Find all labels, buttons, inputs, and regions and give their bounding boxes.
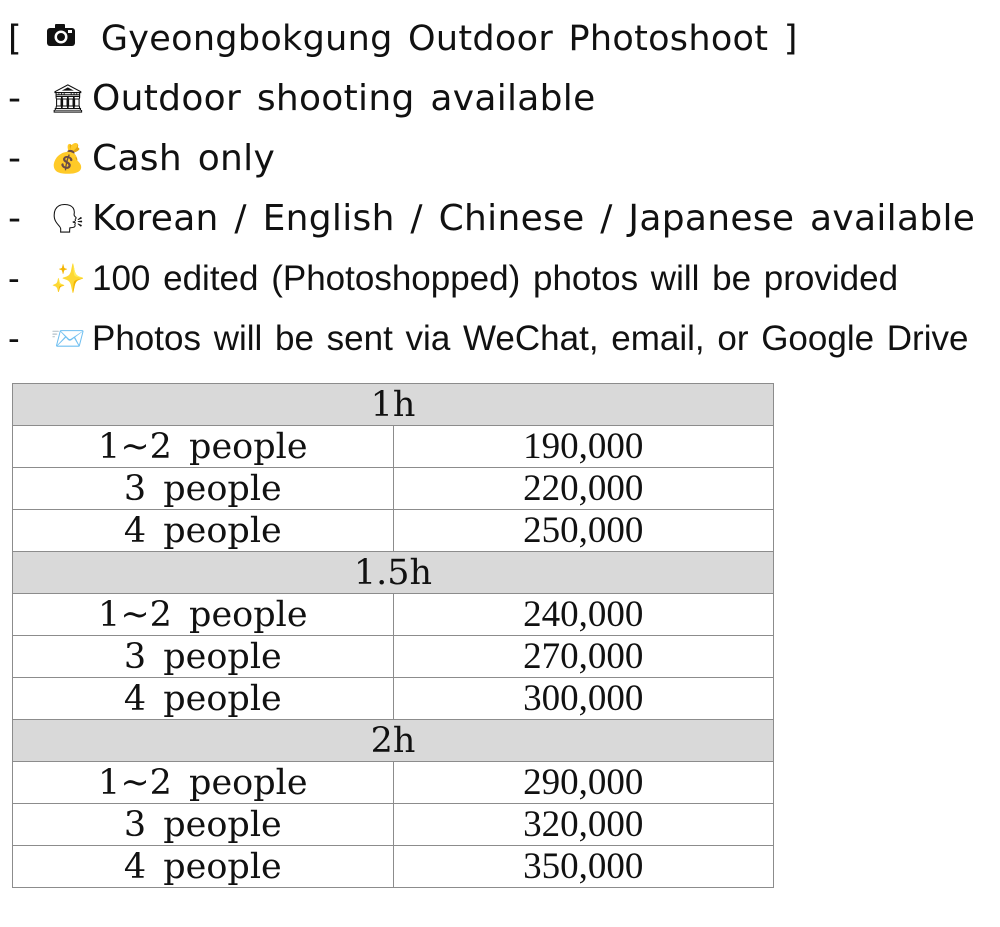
people-cell: 3 people (13, 636, 394, 678)
people-cell: 4 people (13, 846, 394, 888)
feature-text: Korean / English / Chinese / Japanese available (92, 198, 976, 239)
people-cell: 1~2 people (13, 762, 394, 804)
price-cell: 290,000 (393, 762, 773, 804)
feature-text: Photos will be sent via WeChat, email, or Google Drive (92, 319, 969, 358)
feature-text: Outdoor shooting available (92, 78, 596, 119)
price-cell: 300,000 (393, 678, 773, 720)
price-table-body (13, 384, 774, 888)
feature-dash: - (8, 259, 20, 298)
feature-item (8, 250, 993, 310)
info-block (8, 10, 993, 370)
duration-label: 1.5h (13, 552, 774, 594)
feature-item (8, 190, 993, 250)
table-row (13, 804, 774, 846)
incoming-envelope-icon: 📨 (50, 323, 86, 354)
feature-dash: - (8, 78, 22, 119)
people-cell: 4 people (13, 678, 394, 720)
page-title (8, 10, 993, 70)
duration-header-row (13, 384, 774, 426)
table-row (13, 762, 774, 804)
people-cell: 4 people (13, 510, 394, 552)
price-cell: 270,000 (393, 636, 773, 678)
title-close-bracket: ] (783, 19, 798, 59)
sparkles-icon: ✨ (50, 263, 86, 294)
price-cell: 320,000 (393, 804, 773, 846)
price-cell: 240,000 (393, 594, 773, 636)
price-cell: 350,000 (393, 846, 773, 888)
people-cell: 3 people (13, 804, 394, 846)
table-row (13, 426, 774, 468)
table-row (13, 636, 774, 678)
feature-text: Cash only (92, 138, 276, 179)
title-open-bracket: [ (8, 19, 22, 59)
people-cell: 3 people (13, 468, 394, 510)
price-table (12, 383, 774, 888)
table-row (13, 846, 774, 888)
price-cell: 250,000 (393, 510, 773, 552)
speaking-head-icon: 🗣 (50, 202, 86, 235)
price-cell: 220,000 (393, 468, 773, 510)
people-cell: 1~2 people (13, 594, 394, 636)
table-row (13, 510, 774, 552)
feature-dash: - (8, 198, 22, 239)
duration-header-row (13, 720, 774, 762)
table-row (13, 468, 774, 510)
feature-item (8, 130, 993, 190)
classical-building-icon: 🏛 (50, 82, 86, 115)
duration-label: 2h (13, 720, 774, 762)
feature-dash: - (8, 138, 22, 179)
money-bag-icon: 💰 (50, 142, 86, 175)
feature-item (8, 70, 993, 130)
feature-dash: - (8, 319, 20, 358)
feature-text: 100 edited (Photoshopped) photos will be provided (92, 259, 899, 298)
duration-label: 1h (13, 384, 774, 426)
price-cell: 190,000 (393, 426, 773, 468)
duration-header-row (13, 552, 774, 594)
camera-flash-icon (37, 10, 85, 68)
table-row (13, 594, 774, 636)
feature-list (8, 70, 993, 370)
title-text: Gyeongbokgung Outdoor Photoshoot (100, 19, 769, 59)
people-cell: 1~2 people (13, 426, 394, 468)
table-row (13, 678, 774, 720)
feature-item (8, 310, 993, 370)
